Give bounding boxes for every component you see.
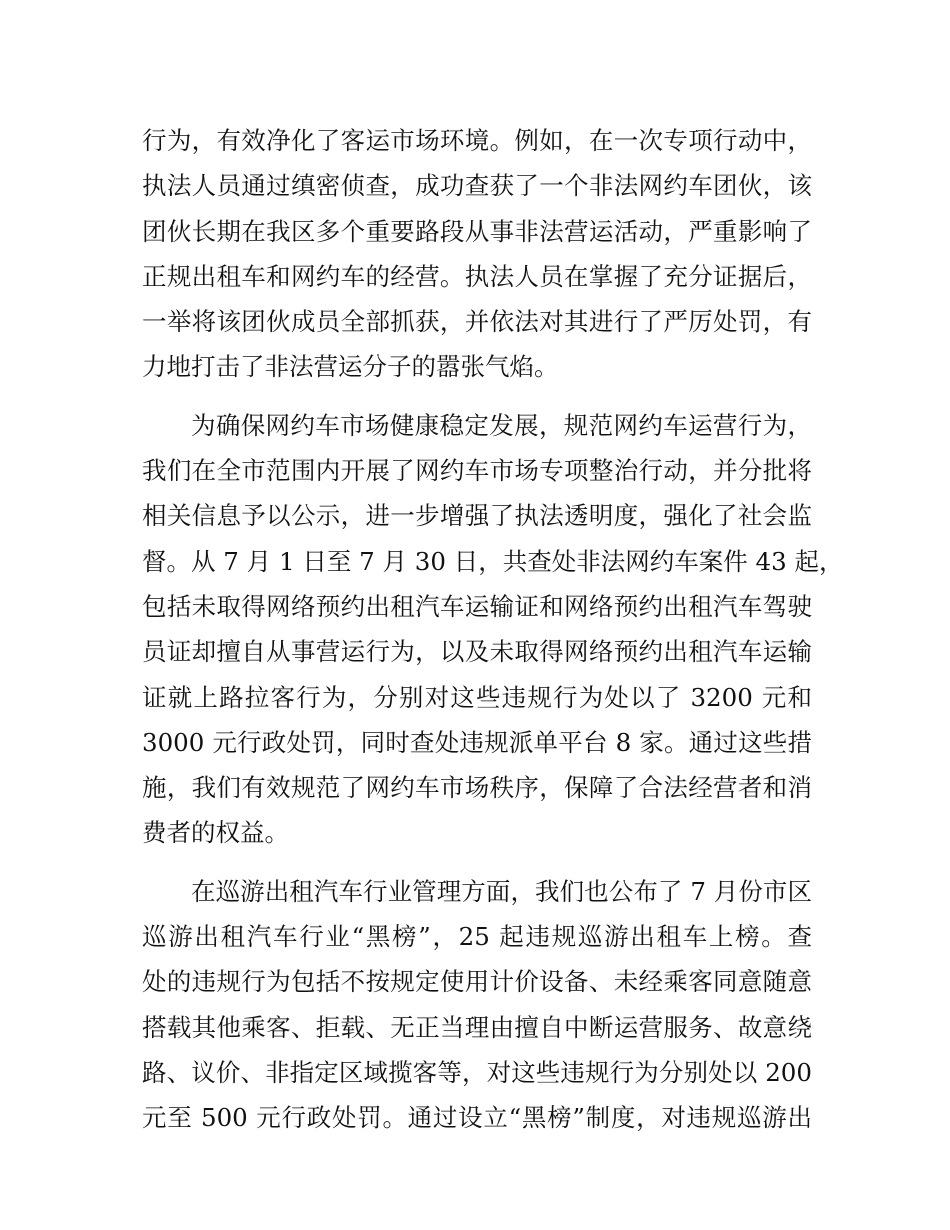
- text-line: 督。从 7 月 1 日至 7 月 30 日，共查处非法网约车案件 43 起，: [142, 546, 844, 576]
- text-line: 施，我们有效规范了网约车市场秩序，保障了合法经营者和消: [142, 773, 812, 803]
- text-line: 在巡游出租汽车行业管理方面，我们也公布了 7 月份市区: [191, 876, 812, 906]
- text-line: 路、议价、非指定区域揽客等，对这些违规行为分别处以 200: [142, 1057, 812, 1087]
- text-line: 员证却擅自从事营运行为，以及未取得网络预约出租汽车运输: [142, 637, 812, 667]
- text-line: 相关信息予以公示，进一步增强了执法透明度，强化了社会监: [142, 501, 812, 531]
- text-line: 证就上路拉客行为，分别对这些违规行为处以了 3200 元和: [142, 682, 812, 712]
- text-line: 团伙长期在我区多个重要路段从事非法营运活动，严重影响了: [142, 216, 812, 246]
- text-line: 处的违规行为包括不按规定使用计价设备、未经乘客同意随意: [142, 967, 812, 997]
- text-line: 正规出租车和网约车的经营。执法人员在掌握了充分证据后，: [142, 261, 812, 291]
- paragraph-spacer: [142, 390, 812, 403]
- paragraph-spacer: [142, 856, 812, 869]
- text-line: 执法人员通过缜密侦查，成功查获了一个非法网约车团伙，该: [142, 171, 812, 201]
- text-line: 搭载其他乘客、拒载、无正当理由擅自中断运营服务、故意绕: [142, 1012, 812, 1042]
- text-line: 元至 500 元行政处罚。通过设立“黑榜”制度，对违规巡游出: [142, 1103, 812, 1133]
- text-line: 费者的权益。: [142, 818, 289, 848]
- text-line: 为确保网约车市场健康稳定发展，规范网约车运营行为，: [191, 410, 812, 440]
- text-line: 3000 元行政处罚，同时查处违规派单平台 8 家。通过这些措: [142, 727, 812, 757]
- text-line: 我们在全市范围内开展了网约车市场专项整治行动，并分批将: [142, 456, 812, 486]
- text-line: 行为，有效净化了客运市场环境。例如，在一次专项行动中，: [142, 126, 812, 155]
- document-body: [142, 118, 844, 1141]
- text-line: 力地打击了非法营运分子的嚣张气焰。: [142, 352, 559, 382]
- text-line: 一举将该团伙成员全部抓获，并依法对其进行了严厉处罚，有: [142, 307, 812, 337]
- paragraph-2: [142, 403, 844, 856]
- paragraph-1: [142, 118, 812, 390]
- text-line: 包括未取得网络预约出租汽车运输证和网络预约出租汽车驾驶: [142, 591, 812, 621]
- paragraph-3: [142, 869, 812, 1141]
- text-line: 巡游出租汽车行业“黑榜”，25 起违规巡游出租车上榜。查: [142, 922, 812, 952]
